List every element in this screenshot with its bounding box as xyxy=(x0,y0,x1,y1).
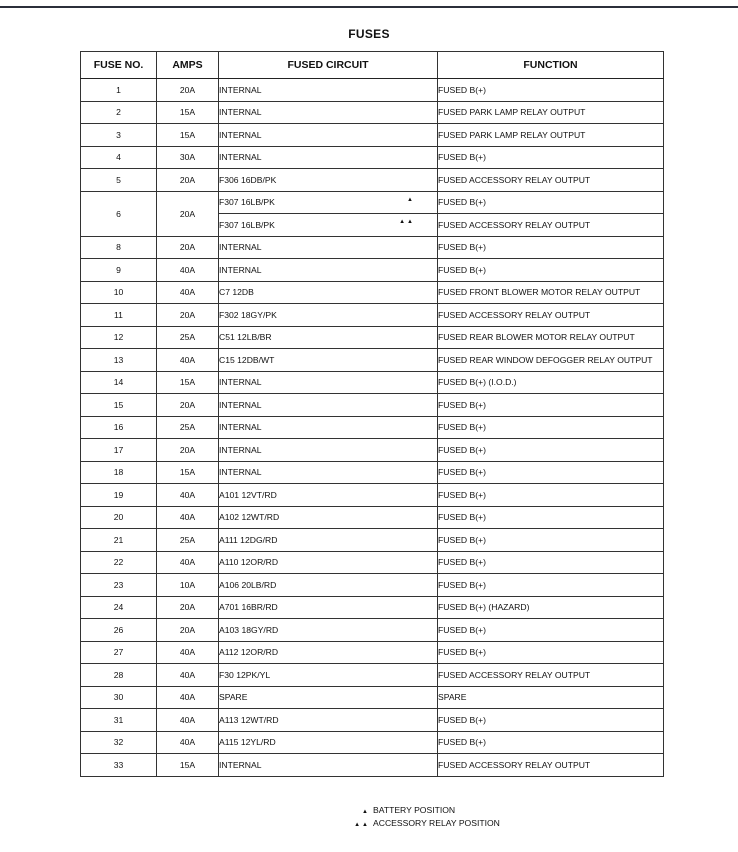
position-marker-icon: ▲ xyxy=(407,196,415,203)
table-row xyxy=(81,619,664,642)
table-row xyxy=(81,596,664,619)
circuit-text: A115 12YL/RD xyxy=(219,737,276,748)
fuse-number-cell: 10 xyxy=(81,281,157,304)
circuit-text: INTERNAL xyxy=(219,444,262,455)
fused-circuit-cell xyxy=(219,236,438,259)
fused-circuit-cell xyxy=(219,596,438,619)
fused-circuit-cell xyxy=(219,124,438,147)
fuse-number-cell: 15 xyxy=(81,394,157,417)
fuse-number-cell: 27 xyxy=(81,641,157,664)
circuit-text: A110 12OR/RD xyxy=(219,557,279,568)
function-cell: FUSED B(+) xyxy=(438,439,664,462)
function-cell: FUSED B(+) (HAZARD) xyxy=(438,596,664,619)
function-cell: FUSED PARK LAMP RELAY OUTPUT xyxy=(438,124,664,147)
amps-cell: 25A xyxy=(157,326,219,349)
fused-circuit-cell xyxy=(219,664,438,687)
fuse-number-cell: 4 xyxy=(81,146,157,169)
table-row xyxy=(81,236,664,259)
function-cell: FUSED ACCESSORY RELAY OUTPUT xyxy=(438,664,664,687)
table-row xyxy=(81,79,664,102)
table-row xyxy=(81,439,664,462)
amps-cell: 40A xyxy=(157,349,219,372)
fuse-number-cell: 8 xyxy=(81,236,157,259)
fuse-number-cell: 32 xyxy=(81,731,157,754)
function-cell: FUSED B(+) xyxy=(438,191,664,214)
table-header-row xyxy=(81,52,664,79)
circuit-text: C51 12LB/BR xyxy=(219,332,272,343)
table-row xyxy=(81,259,664,282)
circuit-text: F307 16LB/PK xyxy=(219,219,275,230)
fuse-number-cell: 3 xyxy=(81,124,157,147)
amps-cell: 40A xyxy=(157,281,219,304)
page-title: FUSES xyxy=(348,27,390,41)
circuit-text: INTERNAL xyxy=(219,152,262,163)
fuse-number-cell: 23 xyxy=(81,574,157,597)
legend-text: ACCESSORY RELAY POSITION xyxy=(373,818,500,828)
legend-symbol: ▲ xyxy=(362,809,370,815)
function-cell: FUSED ACCESSORY RELAY OUTPUT xyxy=(438,214,664,237)
function-cell: FUSED B(+) xyxy=(438,484,664,507)
fuse-number-cell: 5 xyxy=(81,169,157,192)
table-row xyxy=(81,709,664,732)
function-cell: FUSED B(+) xyxy=(438,574,664,597)
amps-cell: 20A xyxy=(157,394,219,417)
table-row xyxy=(81,146,664,169)
fused-circuit-cell xyxy=(219,439,438,462)
function-cell: FUSED B(+) xyxy=(438,506,664,529)
fused-circuit-cell xyxy=(219,686,438,709)
function-cell: FUSED B(+) xyxy=(438,529,664,552)
function-cell: FUSED B(+) xyxy=(438,461,664,484)
table-row xyxy=(81,529,664,552)
table-row xyxy=(81,101,664,124)
circuit-text: A106 20LB/RD xyxy=(219,579,277,590)
fuse-number-cell: 2 xyxy=(81,101,157,124)
fused-circuit-cell xyxy=(219,574,438,597)
circuit-text: INTERNAL xyxy=(219,107,262,118)
table-row xyxy=(81,169,664,192)
amps-cell: 40A xyxy=(157,641,219,664)
legend-symbol: ▲▲ xyxy=(354,822,370,828)
fused-circuit-cell xyxy=(219,506,438,529)
function-cell: FUSED REAR BLOWER MOTOR RELAY OUTPUT xyxy=(438,326,664,349)
amps-cell: 10A xyxy=(157,574,219,597)
circuit-text: INTERNAL xyxy=(219,264,262,275)
fuse-number-cell: 19 xyxy=(81,484,157,507)
fused-circuit-cell xyxy=(219,484,438,507)
table-row xyxy=(81,349,664,372)
table-row xyxy=(81,641,664,664)
circuit-text: A102 12WT/RD xyxy=(219,512,280,523)
fuse-number-cell: 9 xyxy=(81,259,157,282)
function-cell: FUSED FRONT BLOWER MOTOR RELAY OUTPUT xyxy=(438,281,664,304)
table-row xyxy=(81,461,664,484)
table-row xyxy=(81,326,664,349)
amps-cell: 40A xyxy=(157,686,219,709)
amps-cell: 30A xyxy=(157,146,219,169)
function-cell: SPARE xyxy=(438,686,664,709)
fused-circuit-cell xyxy=(219,461,438,484)
fuse-number-cell: 16 xyxy=(81,416,157,439)
fused-circuit-cell xyxy=(219,529,438,552)
fuse-number-cell: 22 xyxy=(81,551,157,574)
fuses-table xyxy=(80,51,664,777)
function-cell: FUSED ACCESSORY RELAY OUTPUT xyxy=(438,169,664,192)
header-amps: AMPS xyxy=(157,52,219,79)
header-function: FUNCTION xyxy=(438,52,664,79)
top-border-line xyxy=(0,6,738,8)
amps-cell: 25A xyxy=(157,416,219,439)
table-row xyxy=(81,484,664,507)
function-cell: FUSED B(+) xyxy=(438,416,664,439)
amps-cell: 40A xyxy=(157,709,219,732)
circuit-text: SPARE xyxy=(219,692,248,703)
function-cell: FUSED PARK LAMP RELAY OUTPUT xyxy=(438,101,664,124)
table-row xyxy=(81,551,664,574)
table-row xyxy=(81,304,664,327)
fused-circuit-cell xyxy=(219,754,438,777)
fused-circuit-cell xyxy=(219,169,438,192)
fused-circuit-cell xyxy=(219,259,438,282)
circuit-text: INTERNAL xyxy=(219,377,262,388)
fuse-number-cell: 31 xyxy=(81,709,157,732)
circuit-text: INTERNAL xyxy=(219,759,262,770)
function-cell: FUSED B(+) xyxy=(438,79,664,102)
amps-cell: 40A xyxy=(157,664,219,687)
fuse-number-cell: 6 xyxy=(81,191,157,236)
fused-circuit-cell xyxy=(219,304,438,327)
function-cell: FUSED B(+) xyxy=(438,709,664,732)
amps-cell: 20A xyxy=(157,191,219,236)
amps-cell: 40A xyxy=(157,484,219,507)
fused-circuit-cell xyxy=(219,101,438,124)
function-cell: FUSED B(+) xyxy=(438,641,664,664)
fuse-number-cell: 13 xyxy=(81,349,157,372)
circuit-text: INTERNAL xyxy=(219,399,262,410)
table-row xyxy=(81,574,664,597)
amps-cell: 40A xyxy=(157,506,219,529)
legend-text: BATTERY POSITION xyxy=(373,805,456,815)
function-cell: FUSED B(+) xyxy=(438,146,664,169)
circuit-text: C15 12DB/WT xyxy=(219,354,275,365)
table-row xyxy=(81,371,664,394)
table-row xyxy=(81,191,664,214)
fused-circuit-cell xyxy=(219,349,438,372)
header-fuse-no: FUSE NO. xyxy=(81,52,157,79)
fused-circuit-cell xyxy=(219,731,438,754)
fused-circuit-cell xyxy=(219,619,438,642)
table-row xyxy=(81,416,664,439)
amps-cell: 20A xyxy=(157,304,219,327)
fused-circuit-cell xyxy=(219,191,438,214)
amps-cell: 40A xyxy=(157,731,219,754)
circuit-text: C7 12DB xyxy=(219,287,254,298)
table-row xyxy=(81,506,664,529)
fuse-number-cell: 1 xyxy=(81,79,157,102)
fuse-number-cell: 11 xyxy=(81,304,157,327)
amps-cell: 20A xyxy=(157,619,219,642)
table-row xyxy=(81,731,664,754)
function-cell: FUSED B(+) (I.O.D.) xyxy=(438,371,664,394)
amps-cell: 15A xyxy=(157,754,219,777)
function-cell: FUSED B(+) xyxy=(438,619,664,642)
amps-cell: 20A xyxy=(157,79,219,102)
fused-circuit-cell xyxy=(219,146,438,169)
fused-circuit-cell xyxy=(219,371,438,394)
amps-cell: 20A xyxy=(157,439,219,462)
fused-circuit-cell xyxy=(219,214,438,237)
amps-cell: 25A xyxy=(157,529,219,552)
fuse-number-cell: 33 xyxy=(81,754,157,777)
table-row xyxy=(81,124,664,147)
fused-circuit-cell xyxy=(219,551,438,574)
table-row xyxy=(81,664,664,687)
fused-circuit-cell xyxy=(219,416,438,439)
circuit-text: F302 18GY/PK xyxy=(219,309,277,320)
fuse-number-cell: 17 xyxy=(81,439,157,462)
circuit-text: A701 16BR/RD xyxy=(219,602,278,613)
amps-cell: 20A xyxy=(157,596,219,619)
position-marker-icon: ▲▲ xyxy=(399,219,415,225)
fuse-number-cell: 21 xyxy=(81,529,157,552)
amps-cell: 15A xyxy=(157,461,219,484)
fuse-number-cell: 14 xyxy=(81,371,157,394)
circuit-text: INTERNAL xyxy=(219,129,262,140)
amps-cell: 40A xyxy=(157,259,219,282)
amps-cell: 20A xyxy=(157,169,219,192)
table-row xyxy=(81,394,664,417)
header-fused-circuit: FUSED CIRCUIT xyxy=(219,52,438,79)
fused-circuit-cell xyxy=(219,326,438,349)
circuit-text: F306 16DB/PK xyxy=(219,174,277,185)
amps-cell: 15A xyxy=(157,371,219,394)
amps-cell: 40A xyxy=(157,551,219,574)
function-cell: FUSED REAR WINDOW DEFOGGER RELAY OUTPUT xyxy=(438,349,664,372)
circuit-text: F30 12PK/YL xyxy=(219,669,271,680)
fused-circuit-cell xyxy=(219,79,438,102)
circuit-text: A112 12OR/RD xyxy=(219,647,279,658)
function-cell: FUSED B(+) xyxy=(438,236,664,259)
circuit-text: F307 16LB/PK xyxy=(219,197,275,208)
amps-cell: 15A xyxy=(157,124,219,147)
function-cell: FUSED B(+) xyxy=(438,731,664,754)
legend-battery xyxy=(352,805,455,815)
function-cell: FUSED B(+) xyxy=(438,259,664,282)
function-cell: FUSED B(+) xyxy=(438,551,664,574)
legend-accessory xyxy=(352,818,500,828)
circuit-text: A103 18GY/RD xyxy=(219,624,279,635)
fused-circuit-cell xyxy=(219,281,438,304)
fuse-number-cell: 24 xyxy=(81,596,157,619)
circuit-text: INTERNAL xyxy=(219,84,262,95)
circuit-text: A113 12WT/RD xyxy=(219,714,279,725)
circuit-text: A101 12VT/RD xyxy=(219,489,277,500)
fuse-number-cell: 12 xyxy=(81,326,157,349)
fuse-number-cell: 28 xyxy=(81,664,157,687)
circuit-text: INTERNAL xyxy=(219,467,262,478)
amps-cell: 20A xyxy=(157,236,219,259)
circuit-text: A111 12DG/RD xyxy=(219,534,278,545)
fused-circuit-cell xyxy=(219,394,438,417)
function-cell: FUSED ACCESSORY RELAY OUTPUT xyxy=(438,754,664,777)
function-cell: FUSED B(+) xyxy=(438,394,664,417)
fuse-number-cell: 20 xyxy=(81,506,157,529)
function-cell: FUSED ACCESSORY RELAY OUTPUT xyxy=(438,304,664,327)
fused-circuit-cell xyxy=(219,709,438,732)
fuse-number-cell: 30 xyxy=(81,686,157,709)
circuit-text: INTERNAL xyxy=(219,242,262,253)
fuse-number-cell: 26 xyxy=(81,619,157,642)
fused-circuit-cell xyxy=(219,641,438,664)
table-body xyxy=(81,79,664,777)
fuse-number-cell: 18 xyxy=(81,461,157,484)
circuit-text: INTERNAL xyxy=(219,422,262,433)
amps-cell: 15A xyxy=(157,101,219,124)
table-row xyxy=(81,754,664,777)
table-row xyxy=(81,281,664,304)
table-row xyxy=(81,686,664,709)
